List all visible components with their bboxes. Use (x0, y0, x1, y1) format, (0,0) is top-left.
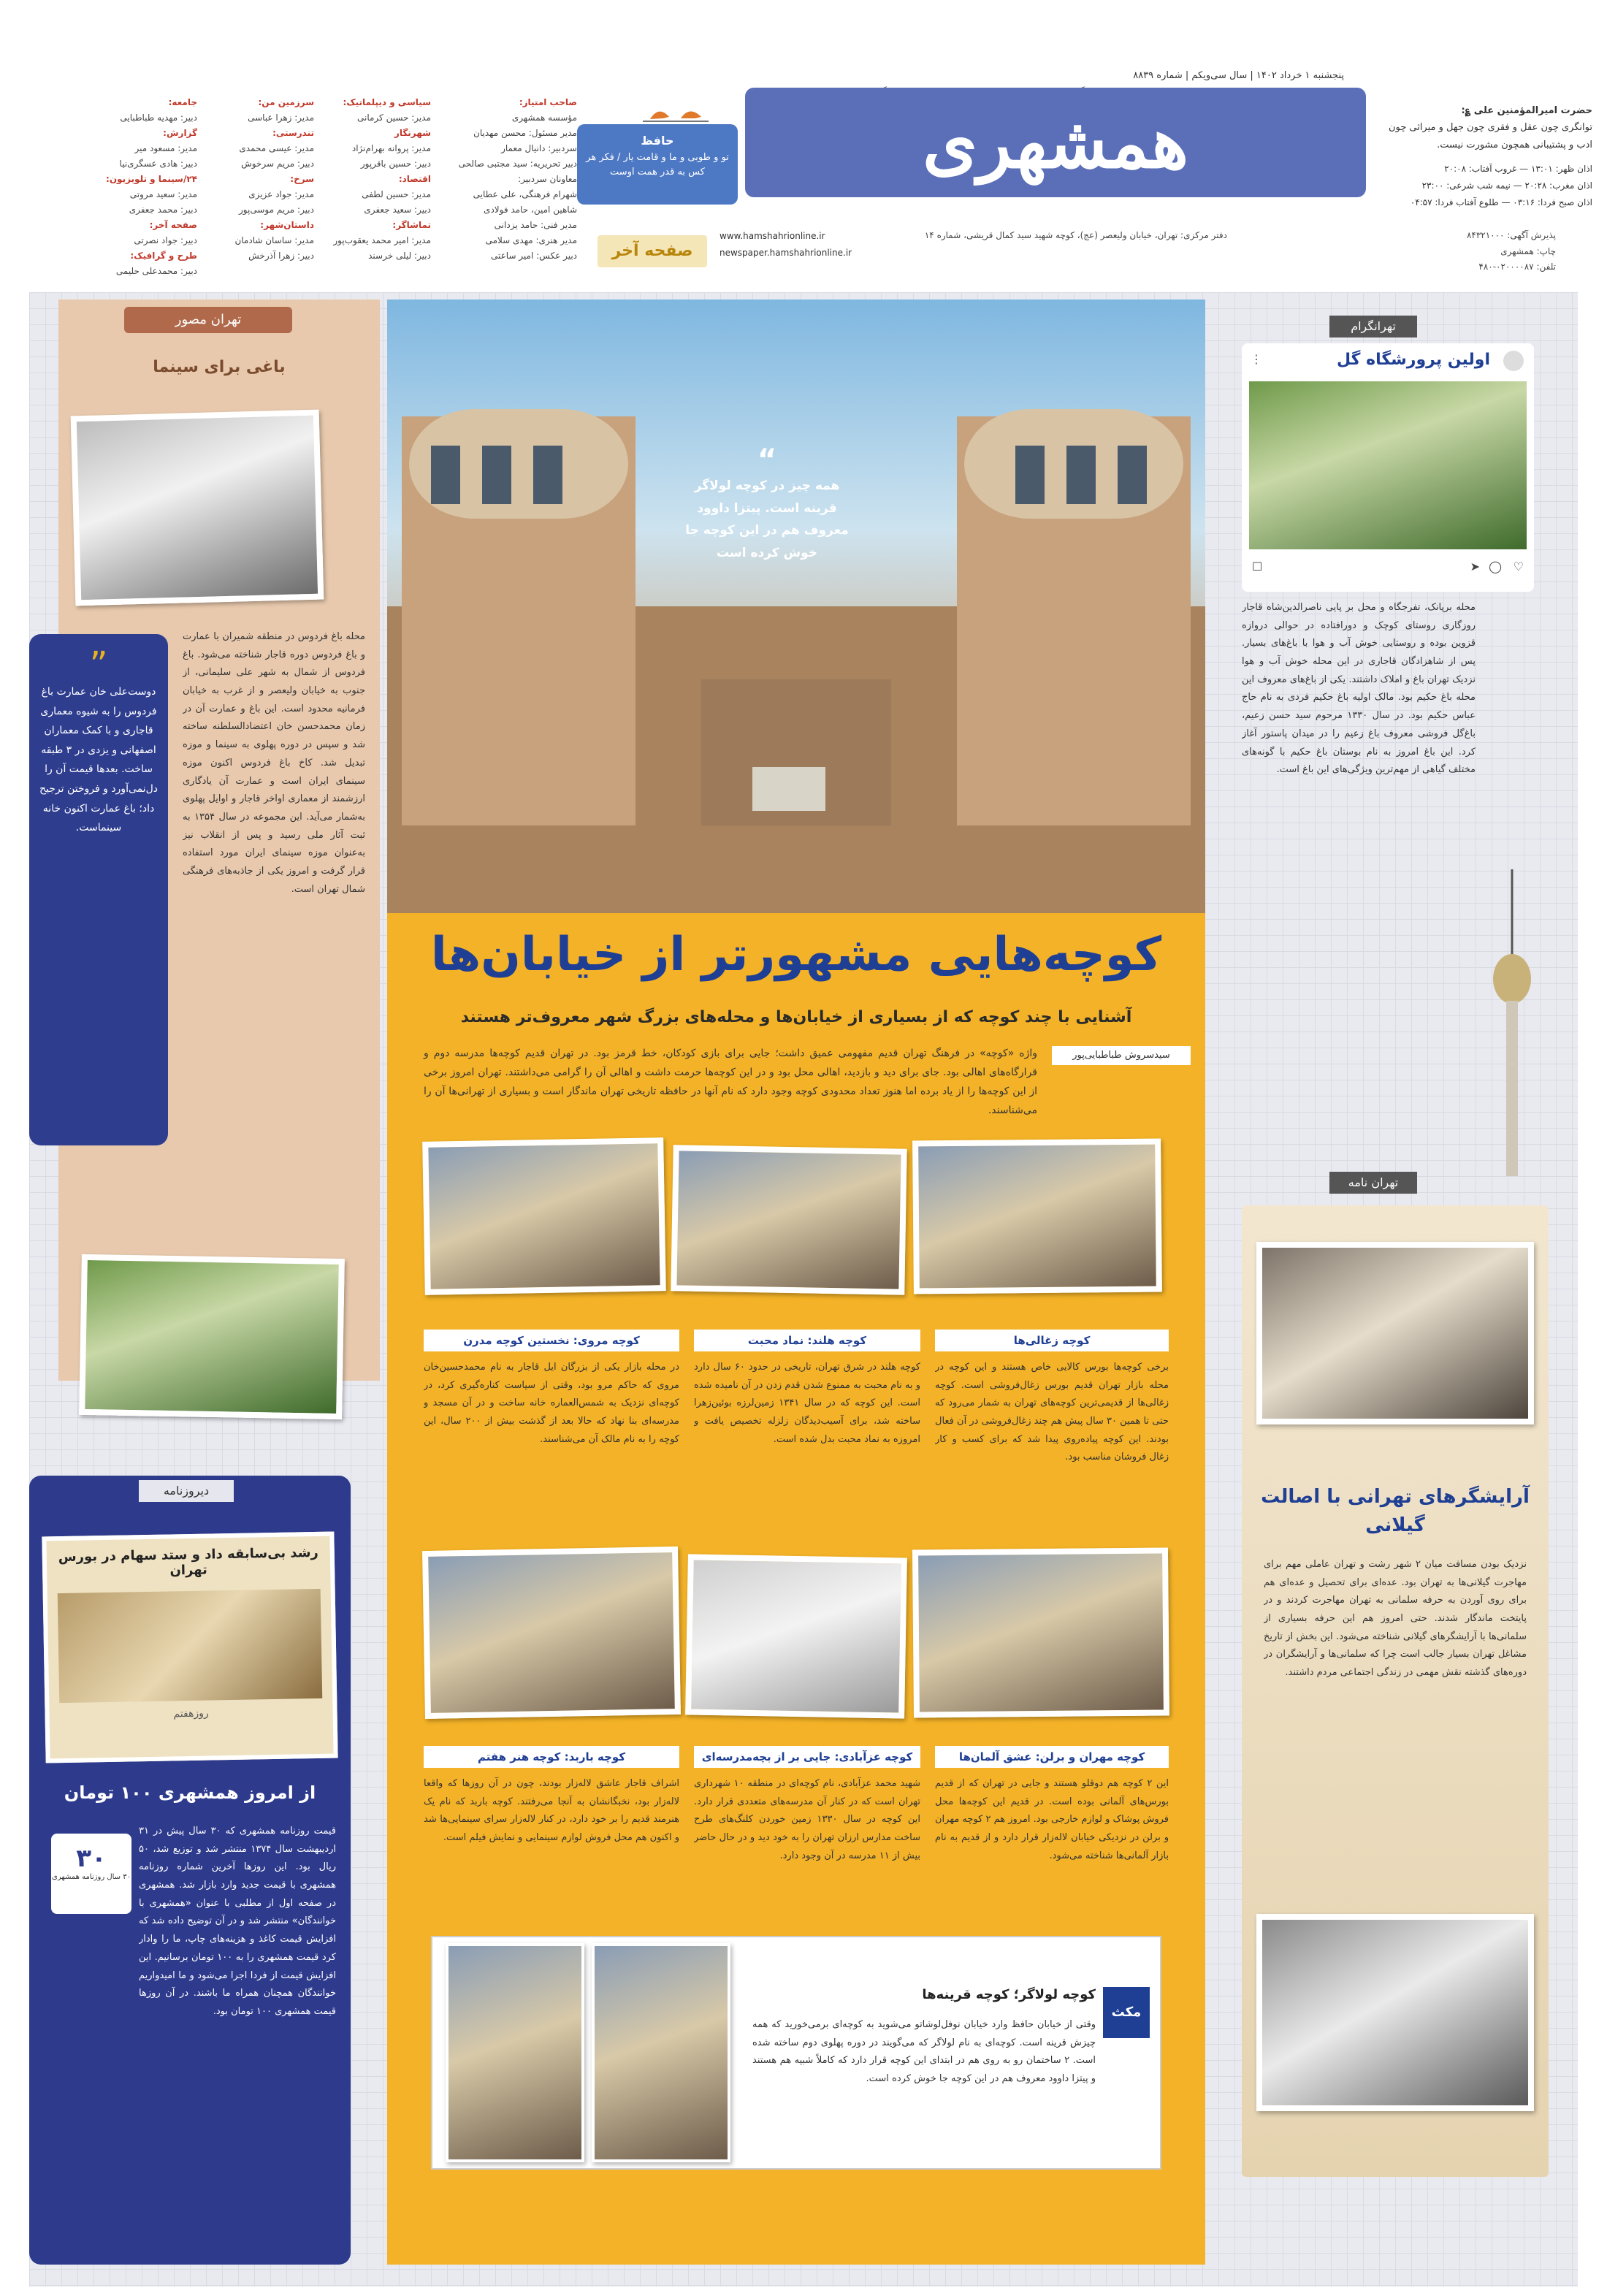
address: دفتر مرکزی: تهران، خیابان ولیعصر (عج)، کوچه شهید سید کمال قریشی، شماره ۱۴ (924, 230, 1227, 240)
clip-brand: روزهفتم (173, 1707, 209, 1720)
staff-line: دبیر: زهرا آذرخش (248, 251, 314, 261)
section-title: کوچه زغالی‌ها (935, 1330, 1169, 1351)
ads-info (1242, 228, 1556, 275)
birds-icon (643, 101, 709, 126)
staff-line: مدیر فنی: حامد یزدانی (494, 220, 577, 230)
tehrangram-tag: تهرانگرام (1329, 316, 1417, 337)
staff-line: تندرستی: (272, 128, 314, 138)
staff-line: دبیر: مریم موسی‌پور (239, 205, 314, 215)
staff-line: مدیر: حسین لطفی (362, 189, 431, 199)
milad-tower-icon (1490, 869, 1534, 1176)
fax-info: تلفن: ۰۲۰۰۰۰۸۷-۴۸۰ (1478, 262, 1556, 272)
diruz-title: از امروز همشهری ۱۰۰ تومان (64, 1782, 316, 1803)
hafez-verse: تو و طوبی و ما و قامت یار / فکر هر کس به قدر همت اوست (586, 151, 729, 178)
tehran-nameh-tag: تهران نامه (1329, 1172, 1417, 1194)
quote-box (1373, 102, 1592, 153)
more-icon[interactable]: ⋮ (1251, 352, 1262, 366)
staff-line: دبیر: لیلی خرسند (368, 251, 431, 261)
staff-line: دبیر عکس: امیر ساعتی (491, 251, 577, 261)
staff-line: مدیر هنری: مهدی سلامی (485, 235, 577, 245)
section-body: اشراف قاجار عاشق لاله‌زار بودند، چون در آن روزها که واقعا لاله‌زار بود، نخبگانشان به آنجا می‌رفتند. کوچه باربد که نام یک هنرمند قدیم را بر خود دارد، در کنار لاله‌زار سرای سینمایی‌ها شد و اکنون هم محل فروش لوازم سینمایی و نمایش فیلم است. (424, 1778, 679, 1844)
section-body: کوچه هلند در شرق تهران، تاریخی در حدود ۶۰ سال دارد و به نام محبت به ممنوع شدن قدم زدن در آن نامیده شده است. این کوچه که در سال ۱۳۴۱ زمین‌لرزه بوئین‌زهرا ساخته شد، برای آسیب‌دیدگان زلزله تخصیص یافت و امروزه به نماد محبت بدل شده است. (694, 1362, 920, 1445)
street-photo (912, 1547, 1169, 1717)
anniversary-logo (51, 1834, 131, 1914)
staff-line: تماشاگر: (392, 220, 431, 230)
section-body: برخی کوچه‌ها بورس کالایی خاص هستند و این کوچه در محله بازار تهران قدیم بورس زغال‌فروشی است. کوچه زغالی‌ها از قدیمی‌ترین کوچه‌های تهران به شمار می‌رود که حتی تا همین ۳۰ سال پیش هم چند زغال‌فروشی در آن فعال بودند. این کوچه پیاده‌روی پیدا شد که برای کسب و کار زغال فروشان مناسب بود. (935, 1362, 1169, 1463)
section-title: کوچه مروی: نخستین کوچه مدرن (424, 1330, 679, 1351)
box-title: کوچه لولاگر؛ کوچه قرینه‌ها (922, 1987, 1096, 2002)
staff-line: دبیر: جواد نصرتی (134, 235, 197, 245)
staff-line: مدیر: جواد عزیزی (248, 189, 314, 199)
street-photo (422, 1546, 681, 1719)
left-body: محله باغ فردوس در منطقه شمیران با عمارت و باغ فردوس دوره قاجار شناخته می‌شود. باغ فردوس از شمال به شهر علی سلیمانی، از جنوب به خیابان ولیعصر و از غرب به خیابان فرمانیه محدود است. این باغ و عمارت آن در زمان محمدحسن خان اعتضادالسلطنه ساخته شد و سپس در دوره پهلوی به سینما و موزه تبدیل شد. کاخ باغ فردوس اکنون موزه سینمای ایران است و عمارت آن یادگاری ارزشمند از معماری اواخر قاجار و اوایل پهلوی به‌شمار می‌آید. این مجموعه در سال ۱۳۵۴ به ثبت آثار ملی رسید و پس از انقلاب نیز به‌عنوان موزه سینمای ایران مورد استفاده قرار گرفت و امروز یکی از جاذبه‌های فرهنگی شمال تهران است. (183, 631, 365, 895)
staff-line: ۲۴/سینما و تلویزیون: (106, 174, 197, 184)
staff-line: مدیر: سعید مروتی (129, 189, 197, 199)
staff-line: مدیر مسئول: محسن مهدیان (473, 128, 577, 138)
section-body: این ۲ کوچه هم دوقلو هستند و جایی در تهران که از قدیم بورس‌های آلمانی بوده است. در قدیم این کوچه‌ها محل فروش پوشاک و لوازم خارجی بود. امروز هم ۲ کوچه مهران و برلن در نزدیکی خیابان لاله‌زار قرار دارد و از قدیم به نام بازار آلمانی‌ها شناخته می‌شود. (935, 1778, 1169, 1861)
like-icon[interactable]: ♡ (1513, 560, 1524, 573)
staff-line: صاحب امتیاز: (519, 97, 577, 107)
staff-line: مؤسسه همشهری (511, 112, 577, 123)
staff-line: مدیر: حسین کرمانی (357, 112, 431, 123)
section-title: کوچه هلند: نماد محبت (694, 1330, 920, 1351)
staff-line: دبیر: محمدعلی حلیمی (115, 266, 197, 276)
staff-line: معاونان سردبیر: (518, 174, 577, 184)
newspaper-logo: همشهری (745, 88, 1366, 197)
staff-line: دبیر: حسین باقرپور (360, 159, 431, 169)
newspaper-site-link[interactable]: newspaper.hamshahrionline.ir (719, 247, 852, 258)
artisan-body: نزدیک بودن مسافت میان ۲ شهر رشت و تهران عاملی مهم برای مهاجرت گیلانی‌ها به تهران بود. عده‌ای برای تحصیل و عده‌ای هم برای روی آوردن به حرفه سلمانی به تهران مهاجرت کردند و در پایتخت ماندگار شدند. حتی امروز هم این حرفه بسیاری از سلمانی‌ها با آرایشگرهای گیلانی شناخته می‌شود. این بخش از تاریخ مشاغل تهران بسیار جالب است چرا که سلمانی‌ها و آرایشگران در دوره‌های گذشته نقش مهمی در زندگی اجتماعی مردم داشتند. (1264, 1559, 1527, 1679)
hero-quote (679, 443, 855, 564)
date-line: پنجشنبه ۱ خرداد ۱۴۰۲ | سال سی‌ویکم | شماره ۸۸۳۹ (1133, 70, 1344, 81)
share-icon[interactable]: ➤ (1470, 560, 1480, 573)
clip-headline: رشد بی‌سابقه داد و ستد سهام در بورس تهران (58, 1544, 318, 1579)
main-intro: واژه «کوچه» در فرهنگ تهران قدیم مفهومی عمیق داشت؛ جایی برای بازی کودکان، خط قرمز بود. در تهران قدیم کوچه‌ها مدرسه دوم و قرارگاه‌های اهالی بود. جای برای دید و بازدید، اهالی محل بود و در این کوچه‌ها حرمت داشت و اهالی آن را گرامی می‌داشتند. تهران امروز برخی از این کوچه‌ها را از یاد برده اما هنوز تعداد محدودی کوچه وجود دارد که نام آنها در حافظه تاریخی تهران ماندگار است و بسیاری از تهرانی‌ها آن را می‌شناسند. (424, 1048, 1037, 1116)
diruz-nameh-tag: دیروزنامه (139, 1480, 234, 1502)
staff-line: دبیر: مریم سرخوش (241, 159, 314, 169)
hero-photo (387, 300, 1205, 957)
street-photo (422, 1137, 666, 1295)
quote-text: توانگری چون عقل و فقری چون جهل و میراثی چون ادب و پشتیبانی همچون مشورت نیست. (1388, 122, 1592, 150)
time-line: اذان مغرب: ۲۰:۲۸ — نیمه شب شرعی: ۲۳:۰۰ (1421, 180, 1592, 191)
staff-line: سیاسی و دیپلماتیک: (343, 97, 431, 107)
pull-quote-text: دوست‌علی خان عمارت باغ فردوس را به شیوه معماری قاجاری و با کمک معماران اصفهانی و یزدی در ۳ طبقه ساخت. بعدها قیمت آن را دل‌نمی‌آورد و فروختن ترجیح داد؛ باغ عمارت اکنون خانه سینماست. (39, 686, 159, 834)
staff-line: دبیر: سعید جعفری (364, 205, 431, 215)
bagh-ferdows-old-photo (71, 410, 324, 606)
staff-owner (438, 95, 577, 264)
section-title: کوچه عزآبادی: جایی بر از بچه‌مدرسه‌ای (694, 1746, 920, 1768)
newspaper-clipping (42, 1532, 337, 1763)
section-title: کوچه مهران و برلن: عشق آلمان‌ها (935, 1746, 1169, 1768)
avatar (1503, 351, 1524, 371)
insta-title: اولین پرورشگاه گل (1337, 351, 1490, 369)
staff-line: گزارش: (163, 128, 197, 138)
staff-jameh (66, 95, 197, 279)
clip-photo (58, 1589, 323, 1703)
left-title: باغی برای سینما (153, 358, 286, 376)
section-title: کوچه باربد: کوچه هنر هفتم (424, 1746, 679, 1768)
old-shop-photo (1256, 1914, 1534, 2111)
box-body: وقتی از خیابان حافظ وارد خیابان نوفل‌لوشاتو می‌شوید به کوچه‌ای برمی‌خورید که همه چیزش قرینه است. کوچه‌ای به نام لولاگر که می‌گویند در دوره پهلوی دوم ساخته شده است. ۲ ساختمان رو به روی هم در ابتدای این کوچه قرار دارد که کاملاً شبیه هم هستند و پیتزا داوود معروف هم در این کوچه جا خوش کرده است. (752, 2019, 1096, 2085)
time-line: اذان صبح فردا: ۰۳:۱۶ — طلوع آفتاب فردا: ۰۴:۵۷ (1410, 197, 1592, 207)
twin-buildings-illustration (387, 300, 1205, 957)
staff-politics (321, 95, 431, 264)
quote-mark-icon: ” (89, 644, 108, 685)
last-page-badge: صفحه آخر (598, 235, 707, 267)
section-body: در محله بازار یکی از بزرگان ایل قاجار به نام محمدحسین‌خان مروی که حاکم مرو بود، وقتی از سیاست کناره‌گیری کرد، در کوچه‌ای نزدیک به شمس‌العماره خانه ساخت و در آن مسجد و مدرسه‌ای بنا نهاد که حالا بعد از گذشت بیش از ۲۰۰ سال، این کوچه را به نام مالک آن می‌شناسند. (424, 1362, 679, 1445)
quote-mark-icon: “ (757, 443, 777, 477)
anniversary-icon: ۳۰ (76, 1844, 107, 1873)
street-photo (912, 1139, 1162, 1294)
anniversary-label: ۳۰ سال روزنامه همشهری (52, 1873, 131, 1881)
diruz-body: قیمت روزنامه همشهری که ۳۰ سال پیش در ۳۱ اردیبهشت سال ۱۳۷۴ منتشر شد و توزیع شد، ۵۰ ریال بود. این روزها آخرین شماره روزنامه همشهری با قیمت جدید وارد بازار شد. همشهری در صفحه اول از مطلبی با عنوان «همشهری با خوانندگان» منتشر شد و در آن توضیح داده شد که افزایش قیمت کاغذ و هزینه‌های چاپ، ما را وادار کرد قیمت همشهری را به ۱۰۰ تومان برسانیم. این افزایش قیمت از فردا اجرا می‌شود و ما امیدواریم خوانندگان همچنان همراه ما باشند. در آن روزها قیمت همشهری ۱۰۰ تومان بود. (139, 1826, 336, 2017)
prayer-times (1373, 161, 1592, 210)
staff-line: شهرنگار (394, 128, 431, 138)
lolagar-photo (446, 1943, 584, 2162)
print-info: چاپ: همشهری (1500, 245, 1556, 256)
time-line: اذان ظهر: ۱۳:۰۱ — غروب آفتاب: ۲۰:۰۸ (1444, 164, 1592, 174)
staff-line: جامعه: (168, 97, 197, 107)
comment-icon[interactable]: ◯ (1489, 560, 1502, 573)
staff-line: طرح و گرافیک: (130, 251, 197, 261)
staff-line: مدیر: مسعود میر (134, 143, 197, 153)
hafez-title: حافظ (641, 134, 674, 148)
bookmark-icon[interactable]: ☐ (1252, 560, 1263, 573)
staff-line: صفحه آخر: (149, 220, 197, 230)
hafez-box (577, 124, 738, 205)
staff-line: مدیر: پروانه بهرام‌نژاد (351, 143, 431, 153)
lolagar-photo (592, 1943, 730, 2162)
flower-nursery-photo (1249, 381, 1527, 549)
staff-sarzamin (205, 95, 314, 264)
main-subhead: آشنایی با چند کوچه که از بسیاری از خیابان‌ها و محله‌های بزرگ شهر معروف‌تر هستند (460, 1008, 1132, 1026)
staff-line: مدیر: امیر محمد یعقوب‌پور (333, 235, 431, 245)
street-photo (671, 1145, 906, 1295)
barbers-photo (1256, 1242, 1534, 1424)
staff-line: دبیر تحریریه: سید مجتبی صالحی (458, 159, 577, 169)
staff-line: سردبیر: دانیال معمار (501, 143, 577, 153)
staff-line: مدیر: عیسی محمدی (239, 143, 314, 153)
street-photo (685, 1554, 907, 1718)
bagh-ferdows-garden-photo (79, 1254, 345, 1419)
tehran-mosavar-tag: تهران مصور (124, 307, 292, 333)
instagram-card (1242, 343, 1534, 592)
section-body: شهید محمد عزآبادی، نام کوچه‌ای در منطقه ۱۰ شهرداری تهران است که در کنار آن مدرسه‌های متعددی قرار دارد. این کوچه در سال ۱۳۳۰ زمین خوردن کلنگ‌های طرح ساخت مدارس ارزان تهران را به خود دید و در حال حاضر بیش از ۱۱ مدرسه در آن وجود دارد. (694, 1778, 920, 1861)
main-headline: کوچه‌هایی مشهورتر از خیابان‌ها (430, 928, 1162, 982)
pull-quote (29, 634, 168, 1145)
website-link[interactable]: www.hamshahrionline.ir (719, 231, 825, 241)
staff-line: شاهین امین، حامد فولادی (484, 205, 577, 215)
artisan-title: آرایشگرهای تهرانی با اصالت گیلانی (1261, 1486, 1530, 1536)
staff-line: داستان‌شهر: (260, 220, 314, 230)
staff-line: مدیر: ساسان شادمان (234, 235, 314, 245)
staff-line: سرزمین من: (258, 97, 314, 107)
hero-quote-text: همه چیز در کوچه لولاگر قرینه است. پیتزا داوود معروف هم در این کوچه جا خوش کرده است (685, 478, 849, 560)
byline: سیدسروش طباطبایی‌پور (1052, 1046, 1191, 1065)
staff-line: دبیر: مهدیه طباطبایی (120, 112, 197, 123)
staff-line: اقتصاد: (398, 174, 431, 184)
mokth-label: مکث (1103, 1987, 1150, 2038)
ads-phone: پذیرش آگهی: ۸۴۳۲۱۰۰۰ (1466, 230, 1556, 240)
staff-line: شهرام فرهنگی، علی عطایی (473, 189, 577, 199)
staff-line: دبیر: هادی عسگری‌نیا (119, 159, 197, 169)
insta-body: محله برپانک، تفرجگاه و محل بر پایی ناصرالدین‌شاه قاجار روزگاری روستای کوچک و دورافتاده در حوالی دروازه قزوین بوده و روستایی خوش آب و هوا با باغ‌های بسیار. پس از شاهزادگان قاجاری در این محله خوش آب و هوا نزدیک تهران باغ و املاک داشتند. یکی از باغ‌های معروف این محله باغ حکیم بود. مالک اولیه باغ حکیم فردی به نام حاج عباس حکیم بود. در سال ۱۳۳۰ مرحوم سید حسن زعیم، باغ‌گل فروشی معروف باغ زعیم را در میدان پاستور آغاز کرد. این باغ امروز به نام بوستان باغ حکیم با گونه‌های مختلف گیاهی از مهم‌ترین ویژگی‌های این باغ است. (1242, 602, 1476, 776)
staff-line: سرخ: (290, 174, 314, 184)
staff-line: دبیر: محمد جعفری (129, 205, 197, 215)
masthead (0, 0, 1607, 278)
quote-author: حضرت امیرالمؤمنین علی ؏: (1461, 105, 1592, 116)
staff-line: مدیر: زهرا عباسی (248, 112, 314, 123)
websites (719, 228, 858, 262)
